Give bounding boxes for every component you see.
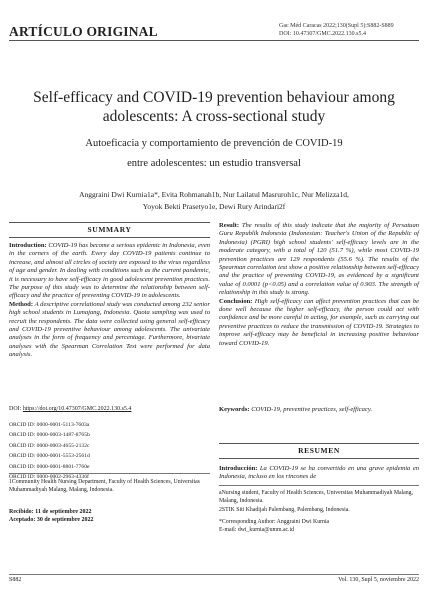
method-label: Method: [9,300,34,308]
author-email[interactable]: E-mail: dwi_kurnia@umm.ac.id [219,527,295,533]
doi-block [9,406,131,412]
summary-continued-column [219,222,419,348]
orcid-item[interactable]: ORCID ID: 0000-0001-8801-7760e [9,463,90,470]
result-text: The results of this study indicate that the majority of Persatuan Guru Republik Indonesia (Indonesian: Teacher's Union of the Republic of Indonesia) (PGRI) high school students' self-efficacy levels are in the moderate category, with a total of 120 (51.7 %), while most COVID-19 prevention practices are 129 respondents (55.6 %). The results of the Spearman correlation test show a positive relationship between self-efficacy and the practice of preventing COVID-19, as evidenced by a significant value of 0.0001 (p<0.05) and a correlation value of 0.903. The strength of relationship in this study is strong. [219,222,419,297]
orcid-item[interactable]: ORCID ID: 0000-0002-2963-4336f [9,474,89,481]
summary-conclusion [219,298,419,348]
author-list [9,189,419,213]
doi-label: DOI: [9,406,23,412]
intro-label: Introduction: [9,242,47,249]
summary-result [219,222,419,298]
method-text: A descriptive correlational study was conducted among 232 senior high school students in Lumajang, Indonesia. Quota sampling was used to recruit the respondents. The data were collected using general self-efficacy and COVID-19 preventive behaviour among adolescents. The univariate analyses in the form of frequency and percentage. Furthermore, bivariate analyses with the Spearman Correlation Test were performed for data analysis. [9,300,210,359]
summary-method [9,301,210,360]
paper-subtitle [9,134,419,174]
affiliation-3: 2STIK Siti Khadijah Palembang, Palembang, Indonesia. [219,507,350,513]
keywords-label: Keywords: [219,406,250,413]
resumen-heading: RESUMEN [298,446,340,455]
introduccion-label: Introducción: [219,465,258,472]
keywords-text: COVID-19, preventive practices, self-efficacy. [249,406,373,413]
summary-rule-bottom [9,237,210,238]
introduccion-text: La COVID-19 se ha convertido en una grave epidemia en Indonesia, incluso en los rincones de [219,465,419,481]
keywords [219,406,419,414]
subtitle-line-1: Autoeficacia y comportamiento de prevención de COVID-19 [85,138,343,149]
accepted-date: Aceptado: 30 de septiembre 2022 [9,517,94,523]
result-label: Result: [219,222,240,229]
paper-title: Self-efficacy and COVID-19 prevention behaviour among adolescents: A cross-sectional study [33,89,395,125]
orcid-item[interactable]: ORCID ID: 0000-0001-5553-2561d [9,453,90,460]
summary-column [9,222,210,360]
orcid-item[interactable]: ORCID ID: 0000-0003-4655-2132c [9,442,90,449]
doi-link[interactable]: https://doi.org/10.47307/GMC.2022.130.s5.4 [22,406,132,412]
article-type-label: ARTÍCULO ORIGINAL [9,24,158,39]
journal-citation [279,22,394,38]
doi-line: DOI: 10.47307/GMC.2022.130.s5.4 [279,31,367,37]
authors-line-2: Yoyok Bekti Prasetyo1e, Dewi Rury Arindari2f [142,202,286,211]
resumen-section [219,443,419,459]
page-number: S882 [9,577,22,583]
resumen-introduccion [219,465,419,482]
correspondence-block [219,518,419,534]
footer-divider [9,574,419,575]
journal-line: Gac Méd Caracas 2022;130(Supl 5):S882-S889 [279,23,394,29]
article-dates [9,508,94,524]
volume-info: Vol. 130, Supl 5, noviembre 2022 [338,577,419,583]
corresponding-author: *Corresponding Author: Anggraini Dwi Kurnia [219,519,330,525]
orcid-item[interactable]: ORCID ID: 0000-0001-5113-7603a [9,422,90,428]
subtitle-line-2: entre adolescentes: un estudio transversal [127,158,301,169]
resumen-rule-bottom [219,458,419,459]
summary-introduction [9,242,210,301]
affiliation-1: 1Community Health Nursing Department, Faculty of Health Sciences, Universitas Muhammadiyah Malang, Malang, Indonesia. [9,479,200,493]
received-date: Recibido: 11 de septiembre 2022 [9,509,92,515]
intro-text: COVID-19 has become a serious epidemic in Indonesia, even in the corners of the earth. Every day COVID-19 patients continue to increase, and almost all circles of society are exposed to the virus regardless of age and gender. In dealing with conditions such as the current pandemic, it is necessary to have self-efficacy in good adolescent prevention practices. The purpose of this study was to determine the relationship between self-efficacy and the practice of preventing COVID-19 in adolescents. [9,242,210,300]
authors-line-1: Anggraini Dwi Kurnia1a*, Evita Rohmanah1b, Nur Lailatul Masruroh1c, Nur Melizza1d, [79,190,349,199]
orcid-item[interactable]: ORCID ID: 0000-0003-1487-8765b [9,432,90,439]
header-divider [9,40,419,41]
conclusion-label: Conclusion: [219,297,253,305]
right-footnote-divider [219,485,419,486]
conclusion-text: High self-efficacy can affect prevention practices that can be done well because the higher self-efficacy, the person could act with confidence and be more careful in acting, for example, such as carrying out preventive practices to reduce the transmission of COVID-19. Strategies to improve self-efficacy may be beneficial in increasing positive behaviour toward COVID-19. [219,297,419,347]
affiliation-2: aNursing student, Faculty of Health Sciences, Universitas Muhammadiyah Malang, Malang, Indonesia. [219,490,413,504]
left-footnote-divider [9,473,210,474]
summary-heading: SUMMARY [87,225,132,234]
